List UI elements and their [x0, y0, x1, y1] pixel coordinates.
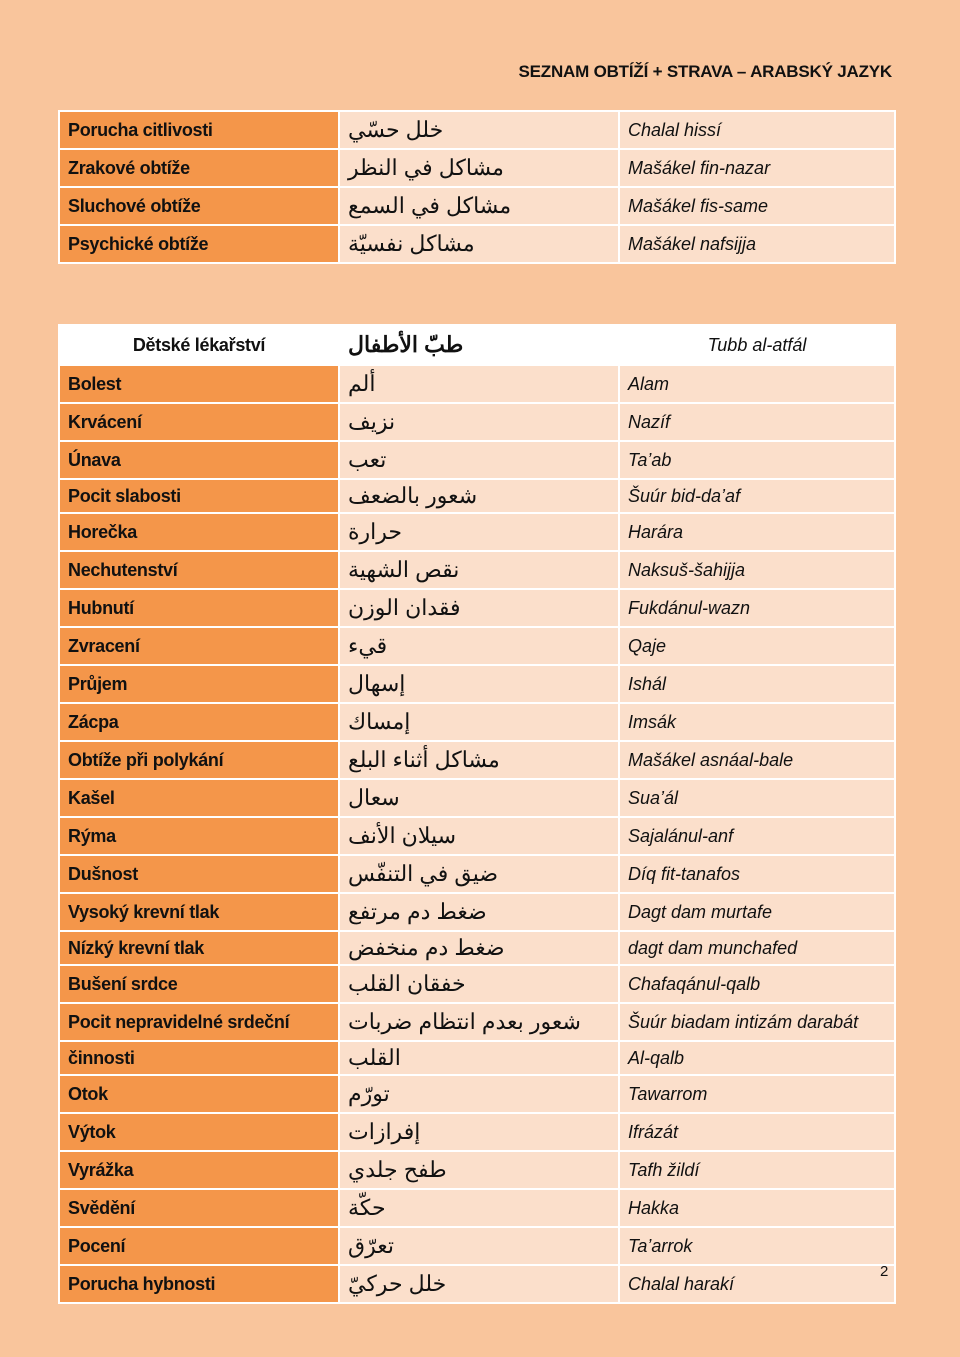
- czech-term: Psychické obtíže: [59, 225, 339, 263]
- arabic-term: تورّم: [339, 1075, 619, 1113]
- czech-term: Vysoký krevní tlak: [59, 893, 339, 931]
- header-czech: Dětské lékařství: [59, 325, 339, 365]
- arabic-term: سعال: [339, 779, 619, 817]
- table-row: [59, 513, 895, 551]
- table-row: [59, 187, 895, 225]
- arabic-term: إمساك: [339, 703, 619, 741]
- table-row: [59, 1151, 895, 1189]
- arabic-term: ضغط دم مرتفع: [339, 893, 619, 931]
- arabic-term: مشاكل في السمع: [339, 187, 619, 225]
- page-header-title: SEZNAM OBTÍŽÍ + STRAVA – ARABSKÝ JAZYK: [518, 62, 892, 81]
- czech-term: Pocení: [59, 1227, 339, 1265]
- symptoms-table-1: [58, 110, 896, 264]
- arabic-term: نقص الشهية: [339, 551, 619, 589]
- pediatrics-table: [58, 324, 896, 1304]
- arabic-term: ضغط دم منخفض: [339, 931, 619, 965]
- transliteration: Mašákel nafsijja: [619, 225, 895, 263]
- table-row: [59, 741, 895, 779]
- table-row: [59, 149, 895, 187]
- transliteration: Sajalánul-anf: [619, 817, 895, 855]
- transliteration: Tafh žildí: [619, 1151, 895, 1189]
- table-row: [59, 1189, 895, 1227]
- czech-term: Bolest: [59, 365, 339, 403]
- table-row: [59, 893, 895, 931]
- table-row: [59, 479, 895, 513]
- czech-term: Zrakové obtíže: [59, 149, 339, 187]
- arabic-term: خلل حسّي: [339, 111, 619, 149]
- table-row: [59, 403, 895, 441]
- table-row: [59, 1113, 895, 1151]
- transliteration: Šuúr bid-da’af: [619, 479, 895, 513]
- transliteration: Al-qalb: [619, 1041, 895, 1075]
- czech-term: Průjem: [59, 665, 339, 703]
- arabic-term: حكّة: [339, 1189, 619, 1227]
- table-row: [59, 111, 895, 149]
- arabic-term: تعرّق: [339, 1227, 619, 1265]
- czech-term: Pocit nepravidelné srdeční: [59, 1003, 339, 1041]
- czech-term: Zácpa: [59, 703, 339, 741]
- table-row: [59, 931, 895, 965]
- table-row: [59, 1041, 895, 1075]
- table-row: [59, 551, 895, 589]
- arabic-term: القلب: [339, 1041, 619, 1075]
- czech-term: Svědění: [59, 1189, 339, 1227]
- transliteration: Fukdánul-wazn: [619, 589, 895, 627]
- transliteration: Nazíf: [619, 403, 895, 441]
- czech-term: Krvácení: [59, 403, 339, 441]
- header-arabic: طبّ الأطفال: [339, 325, 619, 365]
- page-number: 2: [880, 1263, 889, 1280]
- transliteration: Chalal hissí: [619, 111, 895, 149]
- arabic-term: تعب: [339, 441, 619, 479]
- czech-term: Porucha citlivosti: [59, 111, 339, 149]
- arabic-term: مشاكل في النظر: [339, 149, 619, 187]
- arabic-term: ضيق في التنفّس: [339, 855, 619, 893]
- table-row: [59, 703, 895, 741]
- czech-term: Rýma: [59, 817, 339, 855]
- transliteration: Imsák: [619, 703, 895, 741]
- arabic-term: حرارة: [339, 513, 619, 551]
- czech-term: Zvracení: [59, 627, 339, 665]
- transliteration: Hakka: [619, 1189, 895, 1227]
- arabic-term: سيلان الأنف: [339, 817, 619, 855]
- arabic-term: نزيف: [339, 403, 619, 441]
- table-row: [59, 1003, 895, 1041]
- czech-term: Kašel: [59, 779, 339, 817]
- table-row: [59, 1227, 895, 1265]
- transliteration: Ta’ab: [619, 441, 895, 479]
- czech-term: Pocit slabosti: [59, 479, 339, 513]
- table-row: [59, 225, 895, 263]
- arabic-term: مشاكل نفسيّة: [339, 225, 619, 263]
- czech-term: Obtíže při polykání: [59, 741, 339, 779]
- table-header-row: [59, 325, 895, 365]
- transliteration: Ta’arrok: [619, 1227, 895, 1265]
- czech-term: Bušení srdce: [59, 965, 339, 1003]
- transliteration: Mašákel fin-nazar: [619, 149, 895, 187]
- czech-term: Porucha hybnosti: [59, 1265, 339, 1303]
- table-row: [59, 627, 895, 665]
- table-row: [59, 817, 895, 855]
- arabic-term: إفرازات: [339, 1113, 619, 1151]
- czech-term: Horečka: [59, 513, 339, 551]
- arabic-term: مشاكل أثناء البلع: [339, 741, 619, 779]
- transliteration: Alam: [619, 365, 895, 403]
- czech-term: Únava: [59, 441, 339, 479]
- transliteration: Chalal harakí: [619, 1265, 895, 1303]
- transliteration: Dagt dam murtafe: [619, 893, 895, 931]
- table-row: [59, 1265, 895, 1303]
- arabic-term: طفح جلدي: [339, 1151, 619, 1189]
- czech-term: Nechutenství: [59, 551, 339, 589]
- transliteration: dagt dam munchafed: [619, 931, 895, 965]
- arabic-term: إسهال: [339, 665, 619, 703]
- transliteration: Mašákel fis-same: [619, 187, 895, 225]
- czech-term: Dušnost: [59, 855, 339, 893]
- table-row: [59, 855, 895, 893]
- table-row: [59, 589, 895, 627]
- transliteration: Chafaqánul-qalb: [619, 965, 895, 1003]
- transliteration: Ifrázát: [619, 1113, 895, 1151]
- header-transliteration: Tubb al-atfál: [619, 325, 895, 365]
- transliteration: Sua’ál: [619, 779, 895, 817]
- table-row: [59, 665, 895, 703]
- transliteration: Harára: [619, 513, 895, 551]
- czech-term: Sluchové obtíže: [59, 187, 339, 225]
- arabic-term: خفقان القلب: [339, 965, 619, 1003]
- transliteration: Tawarrom: [619, 1075, 895, 1113]
- arabic-term: ألم: [339, 365, 619, 403]
- czech-term: Otok: [59, 1075, 339, 1113]
- arabic-term: فقدان الوزن: [339, 589, 619, 627]
- arabic-term: خلل حركيّ: [339, 1265, 619, 1303]
- czech-term: Výtok: [59, 1113, 339, 1151]
- arabic-term: شعور بعدم انتظام ضربات: [339, 1003, 619, 1041]
- table-row: [59, 365, 895, 403]
- czech-term: činnosti: [59, 1041, 339, 1075]
- transliteration: Ishál: [619, 665, 895, 703]
- table-row: [59, 1075, 895, 1113]
- table-row: [59, 965, 895, 1003]
- transliteration: Mašákel asnáal-bale: [619, 741, 895, 779]
- czech-term: Nízký krevní tlak: [59, 931, 339, 965]
- czech-term: Hubnutí: [59, 589, 339, 627]
- arabic-term: قيء: [339, 627, 619, 665]
- transliteration: Šuúr biadam intizám darabát: [619, 1003, 895, 1041]
- transliteration: Díq fit-tanafos: [619, 855, 895, 893]
- transliteration: Naksuš-šahijja: [619, 551, 895, 589]
- arabic-term: شعور بالضعف: [339, 479, 619, 513]
- table-row: [59, 441, 895, 479]
- table-row: [59, 779, 895, 817]
- czech-term: Vyrážka: [59, 1151, 339, 1189]
- transliteration: Qaje: [619, 627, 895, 665]
